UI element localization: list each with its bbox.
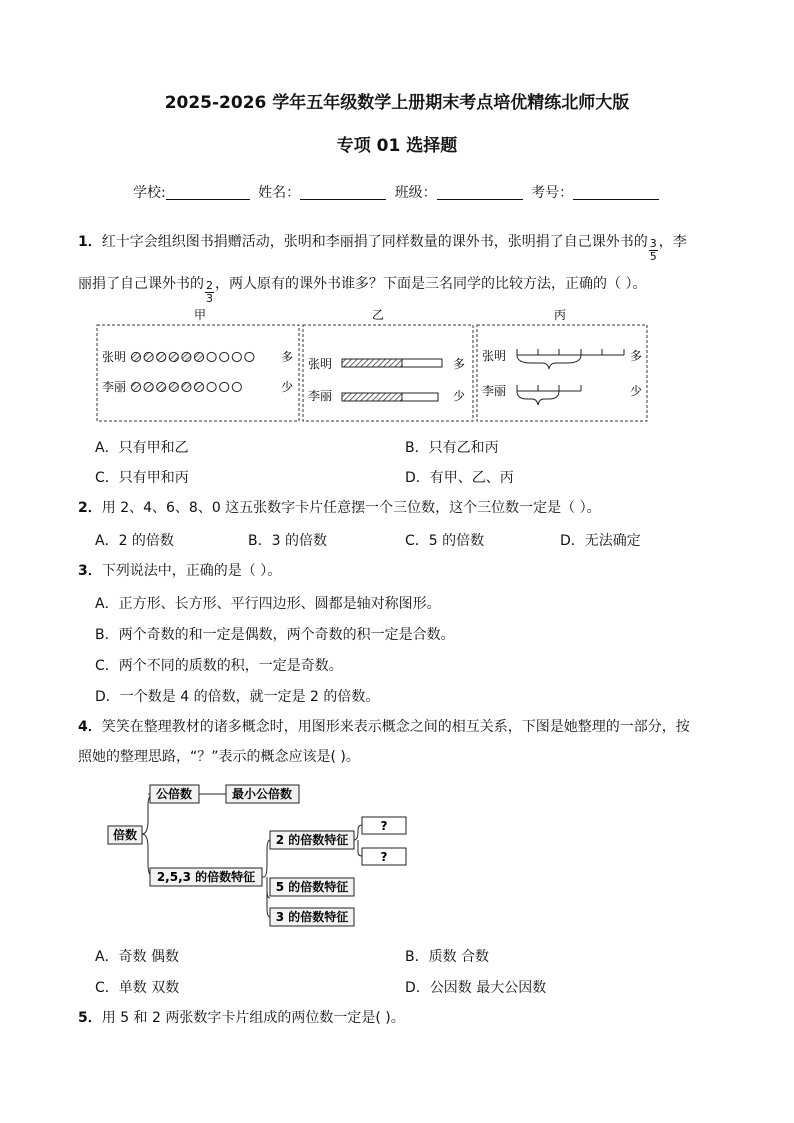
- panel-title-yi: 乙: [371, 308, 385, 322]
- circle-filled: [182, 352, 191, 361]
- question-1-line-2: [78, 274, 646, 305]
- circle-empty: [220, 352, 229, 361]
- class-label: 班级：: [394, 185, 437, 201]
- node-common-multiple: 公倍数: [155, 787, 193, 801]
- panel-title-bing: 丙: [553, 308, 567, 322]
- school-blank: [166, 184, 250, 200]
- question-number: 2．: [78, 500, 102, 516]
- question-3: [78, 561, 281, 581]
- label-more: 多: [453, 357, 466, 371]
- circle-empty: [220, 382, 229, 391]
- question-text: ，两人原有的课外书谁多？下面是三名同学的比较方法，正确的（ ）。: [215, 276, 647, 292]
- exam-number-blank: [573, 184, 659, 200]
- option-a[interactable]: A．只有甲和乙: [95, 440, 189, 456]
- circle-empty: [232, 352, 241, 361]
- option-b[interactable]: B．质数 合数: [405, 949, 490, 965]
- option-c[interactable]: C．5 的倍数: [405, 533, 485, 549]
- zhang-circles: [131, 352, 254, 361]
- option-c[interactable]: C．单数 双数: [95, 980, 180, 996]
- node-unknown-1: ?: [380, 819, 388, 833]
- panel-title-jia: 甲: [193, 308, 207, 322]
- label-more: 多: [630, 349, 643, 363]
- question-text: 丽捐了自己课外书的: [78, 276, 204, 292]
- name-zhang-ming: 张明: [308, 357, 333, 371]
- segment-zhang: [517, 349, 624, 369]
- question-number: 5．: [78, 1010, 102, 1026]
- question-5: [78, 1008, 405, 1028]
- question-4-line-2: [78, 747, 360, 767]
- circle-empty: [207, 352, 216, 361]
- bar-zhang-filled: [342, 359, 402, 367]
- name-li-li: 李丽: [308, 389, 333, 403]
- circle-filled: [169, 352, 178, 361]
- option-d[interactable]: D．一个数是 4 的倍数，就一定是 2 的倍数。: [95, 689, 380, 705]
- label-more: 多: [281, 350, 294, 364]
- name-zhang-ming: 张明: [482, 349, 507, 363]
- circle-empty: [245, 352, 254, 361]
- fraction: [205, 280, 214, 305]
- label-less: 少: [281, 380, 294, 394]
- question-1-line-1: [78, 232, 687, 263]
- option-b[interactable]: B．两个奇数的和一定是偶数，两个奇数的积一定是合数。: [95, 627, 455, 643]
- circle-empty: [207, 382, 216, 391]
- circle-filled: [182, 382, 191, 391]
- panel-bing-border: [477, 325, 647, 421]
- circle-filled: [144, 352, 153, 361]
- option-b[interactable]: B．3 的倍数: [248, 533, 327, 549]
- option-a[interactable]: A．奇数 偶数: [95, 949, 180, 965]
- concept-diagram: [104, 780, 414, 932]
- circle-filled: [131, 382, 140, 391]
- question-number: 1．: [78, 234, 102, 250]
- question-2: [78, 498, 601, 518]
- circle-filled: [194, 382, 203, 391]
- circle-filled: [131, 352, 140, 361]
- fraction: [649, 238, 658, 263]
- question-text: 下列说法中，正确的是（ ）。: [101, 563, 282, 579]
- question-4-line-1: [78, 717, 690, 737]
- question-text: 红十字会组织图书捐赠活动，张明和李丽捐了同样数量的课外书，张明捐了自己课外书的: [101, 234, 648, 250]
- circle-filled: [157, 352, 166, 361]
- question-text: 笑笑在整理教材的诸多概念时，用图形来表示概念之间的相互关系，下图是她整理的一部分，按: [101, 719, 690, 735]
- node-features: 2,5,3 的倍数特征: [156, 870, 256, 884]
- option-d[interactable]: D．公因数 最大公因数: [405, 980, 547, 996]
- name-zhang-ming: 张明: [102, 350, 127, 364]
- fraction-numerator: 2: [206, 279, 213, 292]
- fraction-denominator: 3: [206, 292, 213, 305]
- comparison-figure: [94, 305, 654, 425]
- li-circles: [131, 382, 241, 391]
- name-blank: [300, 184, 386, 200]
- page-title: 2025-2026 学年五年级数学上册期末考点培优精练北师大版: [164, 93, 630, 113]
- question-text: 用 2、4、6、8、0 这五张数字卡片任意摆一个三位数，这个三位数一定是（ ）。: [101, 500, 601, 516]
- student-info-line: [133, 182, 659, 202]
- name-li-li: 李丽: [102, 380, 127, 394]
- name-li-li: 李丽: [482, 384, 507, 398]
- school-label: 学校:: [133, 185, 166, 201]
- bar-li-filled: [342, 393, 402, 401]
- circle-filled: [144, 382, 153, 391]
- question-number: 3．: [78, 563, 102, 579]
- option-b[interactable]: B．只有乙和丙: [405, 440, 499, 456]
- bar-zhang-empty: [402, 359, 442, 367]
- option-a[interactable]: A．正方形、长方形、平行四边形、圆都是轴对称图形。: [95, 596, 441, 612]
- panel-jia-border: [97, 325, 299, 421]
- class-blank: [437, 184, 523, 200]
- option-d[interactable]: D．有甲、乙、丙: [405, 470, 514, 486]
- option-c[interactable]: C．只有甲和丙: [95, 470, 189, 486]
- question-number: 4．: [78, 719, 102, 735]
- node-feature-3: 3 的倍数特征: [275, 910, 349, 924]
- node-lcm: 最小公倍数: [231, 787, 293, 801]
- option-a[interactable]: A．2 的倍数: [95, 533, 174, 549]
- circle-filled: [157, 382, 166, 391]
- bar-li-empty: [402, 393, 438, 401]
- fraction-numerator: 3: [649, 237, 657, 250]
- option-c[interactable]: C．两个不同的质数的积，一定是奇数。: [95, 658, 343, 674]
- node-unknown-2: ?: [380, 850, 388, 864]
- panel-yi-border: [303, 325, 473, 421]
- fraction-denominator: 5: [649, 250, 657, 263]
- label-less: 少: [453, 389, 466, 403]
- name-label: 姓名：: [258, 185, 301, 201]
- exam-number-label: 考号：: [531, 185, 574, 201]
- segment-li: [517, 385, 581, 405]
- circle-filled: [194, 352, 203, 361]
- circle-filled: [169, 382, 178, 391]
- node-root: 倍数: [112, 828, 138, 842]
- question-text: 用 5 和 2 两张数字卡片组成的两位数一定是( )。: [101, 1010, 405, 1026]
- node-feature-5: 5 的倍数特征: [275, 880, 349, 894]
- question-text: ，李: [658, 234, 687, 250]
- option-d[interactable]: D．无法确定: [560, 533, 641, 549]
- label-less: 少: [630, 384, 643, 398]
- circle-empty: [232, 382, 241, 391]
- node-feature-2: 2 的倍数特征: [275, 833, 349, 847]
- question-text: 照她的整理思路，“？”表示的概念应该是( )。: [78, 749, 360, 765]
- page-subtitle: 专项 01 选择题: [336, 136, 458, 156]
